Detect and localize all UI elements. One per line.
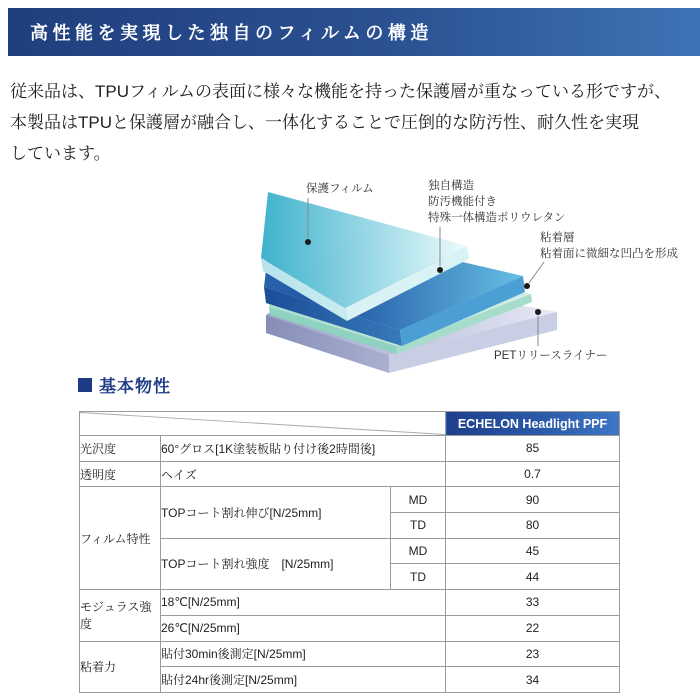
direction-cell: MD [391,538,446,564]
basic-properties-table [79,411,620,693]
value-cell: 23 [446,641,620,667]
value-cell: 80 [446,513,620,539]
table-row-adhesion-24hr [80,667,620,693]
category-cell: 粘着力 [80,641,161,692]
header-diagonal-cell [80,412,446,436]
header-banner [8,8,700,56]
adhesive-dot-icon [524,283,530,289]
protective-film-dot-icon [305,239,311,245]
test-item-cell: TOPコート割れ伸び[N/25mm] [161,487,391,538]
value-cell: 34 [446,667,620,693]
value-cell: 0.7 [446,461,620,487]
test-item-cell: 60°グロス[1K塗装板貼り付け後2時間後] [161,436,446,462]
pet-liner-label: PETリリースライナー [494,350,608,362]
section-title-basic-properties [78,372,171,397]
category-cell: フィルム特性 [80,487,161,590]
unique-structure-dot-icon [437,267,443,273]
square-bullet-icon [78,378,92,392]
table-row-haze [80,461,620,487]
test-item-cell: ヘイズ [161,461,446,487]
category-cell: 光沢度 [80,436,161,462]
adhesive-leader-line [529,262,544,283]
direction-cell: MD [391,487,446,513]
table-row-gloss [80,436,620,462]
table-header-row [80,412,620,436]
test-item-cell: 貼付30min後測定[N/25mm] [161,641,446,667]
pet-liner-dot-icon [535,309,541,315]
adhesive-label-1: 粘着層 [540,232,575,244]
section-title-text: 基本物性 [99,377,171,396]
unique-structure-label-3: 特殊一体構造ポリウレタン [428,212,566,224]
direction-cell: TD [391,564,446,590]
test-item-cell: TOPコート割れ強度 [N/25mm] [161,538,391,589]
test-item-cell: 26℃[N/25mm] [161,615,446,641]
unique-structure-label-2: 防汚機能付き [428,196,497,208]
film-structure-diagram [200,170,700,385]
table-row-strength-md [80,538,620,564]
direction-cell: TD [391,513,446,539]
product-column-header: ECHELON Headlight PPF [446,412,620,436]
value-cell: 90 [446,487,620,513]
value-cell: 85 [446,436,620,462]
protective-film-label: 保護フィルム [306,183,374,195]
table-row-modulus-18 [80,590,620,616]
test-item-cell: 貼付24hr後測定[N/25mm] [161,667,446,693]
intro-line-2: 本製品はTPUと保護層が融合し、一体化することで圧倒的な防汚性、耐久性を実現 [10,113,639,132]
intro-paragraph [10,76,695,169]
table-row-elongation-md [80,487,620,513]
adhesive-label-2: 粘着面に微細な凹凸を形成 [540,248,678,260]
category-cell: 透明度 [80,461,161,487]
test-item-cell: 18℃[N/25mm] [161,590,446,616]
table-row-modulus-26 [80,615,620,641]
unique-structure-label-1: 独自構造 [428,180,474,192]
category-cell: モジュラス強度 [80,590,161,641]
diagonal-divider-icon [80,412,445,435]
table-row-adhesion-30min [80,641,620,667]
value-cell: 22 [446,615,620,641]
page-title: 高性能を実現した独自のフィルムの構造 [30,23,433,43]
intro-line-3: しています。 [10,144,111,163]
value-cell: 44 [446,564,620,590]
value-cell: 45 [446,538,620,564]
intro-line-1: 従来品は、TPUフィルムの表面に様々な機能を持った保護層が重なっている形ですが、 [10,82,671,101]
value-cell: 33 [446,590,620,616]
